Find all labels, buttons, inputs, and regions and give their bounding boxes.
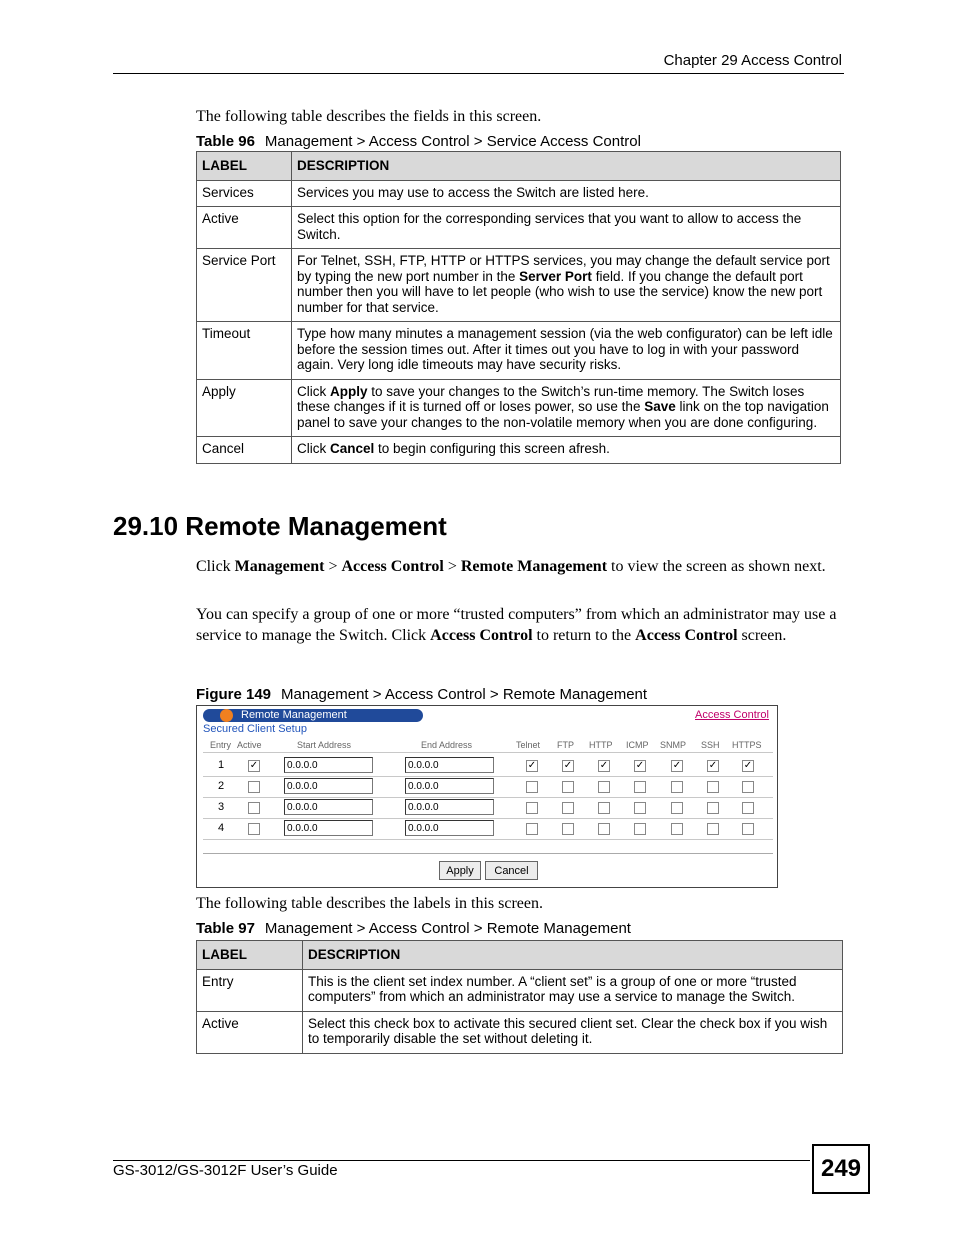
entry-number: 2 — [217, 780, 225, 792]
telnet-checkbox[interactable] — [526, 802, 538, 814]
http-checkbox[interactable] — [598, 823, 610, 835]
row-description: Select this option for the corresponding services that you want to allow to access the Switch. — [292, 207, 841, 249]
figure-149-title: Management > Access Control > Remote Management — [281, 686, 648, 703]
end-address-input[interactable] — [405, 799, 494, 815]
ssh-checkbox[interactable] — [707, 802, 719, 814]
column-header-https: HTTPS — [732, 740, 762, 750]
row-label: Active — [197, 1011, 303, 1053]
row-label: Timeout — [197, 322, 292, 380]
table-row — [197, 437, 841, 464]
row-description: Click Cancel to begin configuring this screen afresh. — [292, 437, 841, 464]
active-checkbox[interactable] — [248, 802, 260, 814]
table-97 — [196, 940, 843, 1054]
page-number: 249 — [812, 1144, 870, 1194]
https-checkbox[interactable] — [742, 802, 754, 814]
telnet-checkbox[interactable] — [526, 781, 538, 793]
start-address-input[interactable] — [284, 799, 373, 815]
cancel-button[interactable]: Cancel — [485, 861, 538, 880]
end-address-input[interactable] — [405, 757, 494, 773]
row-divider — [203, 818, 773, 819]
figure-149-number: Figure 149 — [196, 686, 272, 703]
ssh-checkbox[interactable] — [707, 781, 719, 793]
telnet-checkbox[interactable]: ✓ — [527, 760, 537, 771]
table-96-title: Management > Access Control > Service Access Control — [264, 133, 641, 150]
table-row — [197, 249, 841, 322]
apply-button[interactable]: Apply — [439, 861, 481, 880]
row-label: Service Port — [197, 249, 292, 322]
ftp-checkbox[interactable]: ✓ — [563, 760, 573, 771]
row-label: Services — [197, 180, 292, 207]
https-checkbox[interactable]: ✓ — [743, 760, 753, 771]
row-description: Click Apply to save your changes to the Switch’s run-time memory. The Switch loses these changes if it is turned off or loses power, so use the Save link on the top navigation panel to save your changes to the non-volatile memory when you are done configuring. — [292, 379, 841, 437]
running-header: Chapter 29 Access Control — [663, 52, 842, 69]
table-96-number: Table 96 — [196, 133, 255, 150]
description-header: DESCRIPTION — [303, 941, 843, 970]
http-checkbox[interactable]: ✓ — [599, 760, 609, 771]
footer-rule — [113, 1160, 810, 1161]
active-checkbox[interactable] — [248, 823, 260, 835]
table-row — [197, 207, 841, 249]
table-row — [197, 379, 841, 437]
intro-text: The following table describes the labels in this screen. — [196, 895, 544, 912]
secured-client-setup-heading: Secured Client Setup — [203, 723, 307, 735]
table-97-title: Management > Access Control > Remote Management — [264, 920, 631, 937]
row-description: Type how many minutes a management session (via the web configurator) can be left idle before the session times out. After it times out you have to log in with your password again. Very long idle timeouts may have security risks. — [292, 322, 841, 380]
table-row — [197, 1011, 843, 1053]
screen-title: Remote Management — [241, 709, 347, 721]
table-row — [197, 180, 841, 207]
screen-title-bar — [203, 709, 423, 722]
entry-number: 1 — [217, 759, 225, 771]
start-address-input[interactable] — [284, 757, 373, 773]
column-header-ftp: FTP — [557, 740, 574, 750]
row-description: Services you may use to access the Switch are listed here. — [292, 180, 841, 207]
ssh-checkbox[interactable]: ✓ — [708, 760, 718, 771]
icmp-checkbox[interactable] — [634, 823, 646, 835]
https-checkbox[interactable] — [742, 781, 754, 793]
snmp-checkbox[interactable] — [671, 781, 683, 793]
column-header-snmp: SNMP — [660, 740, 687, 750]
figure-149-caption — [196, 686, 647, 703]
end-address-input[interactable] — [405, 820, 494, 836]
header-rule — [113, 73, 844, 74]
row-description: This is the client set index number. A “client set” is a group of one or more “trusted computers” from which an administrator may use a service to manage the Switch. — [303, 969, 843, 1011]
table-row — [197, 969, 843, 1011]
icmp-checkbox[interactable]: ✓ — [635, 760, 645, 771]
ftp-checkbox[interactable] — [562, 802, 574, 814]
end-address-input[interactable] — [405, 778, 494, 794]
snmp-checkbox[interactable] — [671, 802, 683, 814]
entry-number: 3 — [217, 801, 225, 813]
row-description: Select this check box to activate this secured client set. Clear the check box if you wish to temporarily disable the set without deleting it. — [303, 1011, 843, 1053]
http-checkbox[interactable] — [598, 781, 610, 793]
column-header-telnet: Telnet — [516, 740, 541, 750]
snmp-checkbox[interactable]: ✓ — [672, 760, 682, 771]
column-header-http: HTTP — [589, 740, 613, 750]
table-96-caption — [196, 133, 641, 150]
icmp-checkbox[interactable] — [634, 802, 646, 814]
row-divider — [203, 797, 773, 798]
table-header-row — [197, 152, 841, 181]
column-header-active: Active — [237, 740, 262, 750]
active-checkbox[interactable] — [248, 781, 260, 793]
ftp-checkbox[interactable] — [562, 823, 574, 835]
column-header-icmp: ICMP — [626, 740, 649, 750]
section-heading: 29.10 Remote Management — [113, 511, 447, 541]
paragraph: You can specify a group of one or more “trusted computers” from which an administrator may use a service to manage the Switch. Click Access Control to return to the Access Control screen. — [196, 606, 837, 644]
intro-text: The following table describes the fields in this screen. — [196, 108, 542, 125]
entry-number: 4 — [217, 822, 225, 834]
active-checkbox[interactable]: ✓ — [249, 760, 259, 771]
https-checkbox[interactable] — [742, 823, 754, 835]
row-label: Entry — [197, 969, 303, 1011]
row-label: Cancel — [197, 437, 292, 464]
title-orb-icon — [220, 709, 233, 722]
table-97-caption — [196, 920, 631, 937]
snmp-checkbox[interactable] — [671, 823, 683, 835]
row-description: For Telnet, SSH, FTP, HTTP or HTTPS services, you may change the default service port by typing the new port number in the Server Port field. If you change the default port number then you will have to let people (who wish to use the service) know the new port number for that service. — [292, 249, 841, 322]
row-divider — [203, 853, 773, 854]
row-divider — [203, 776, 773, 777]
table-96 — [196, 151, 841, 464]
start-address-input[interactable] — [284, 778, 373, 794]
remote-management-screenshot — [196, 705, 778, 888]
icmp-checkbox[interactable] — [634, 781, 646, 793]
table-97-number: Table 97 — [196, 920, 255, 937]
column-header-entry: Entry — [210, 740, 232, 750]
column-header-start-address: Start Address — [297, 740, 352, 750]
http-checkbox[interactable] — [598, 802, 610, 814]
row-label: Apply — [197, 379, 292, 437]
paragraph: Click Management > Access Control > Remote Management to view the screen as shown next. — [196, 558, 826, 575]
guide-title: GS-3012/GS-3012F User’s Guide — [113, 1162, 338, 1179]
description-header: DESCRIPTION — [292, 152, 841, 181]
access-control-link[interactable]: Access Control — [695, 709, 769, 721]
table-row — [197, 322, 841, 380]
row-label: Active — [197, 207, 292, 249]
row-divider — [203, 752, 773, 753]
label-header: LABEL — [197, 941, 303, 970]
ftp-checkbox[interactable] — [562, 781, 574, 793]
table-header-row — [197, 941, 843, 970]
column-header-ssh: SSH — [701, 740, 720, 750]
start-address-input[interactable] — [284, 820, 373, 836]
ssh-checkbox[interactable] — [707, 823, 719, 835]
label-header: LABEL — [197, 152, 292, 181]
row-divider — [203, 839, 773, 840]
telnet-checkbox[interactable] — [526, 823, 538, 835]
column-header-end-address: End Address — [421, 740, 473, 750]
